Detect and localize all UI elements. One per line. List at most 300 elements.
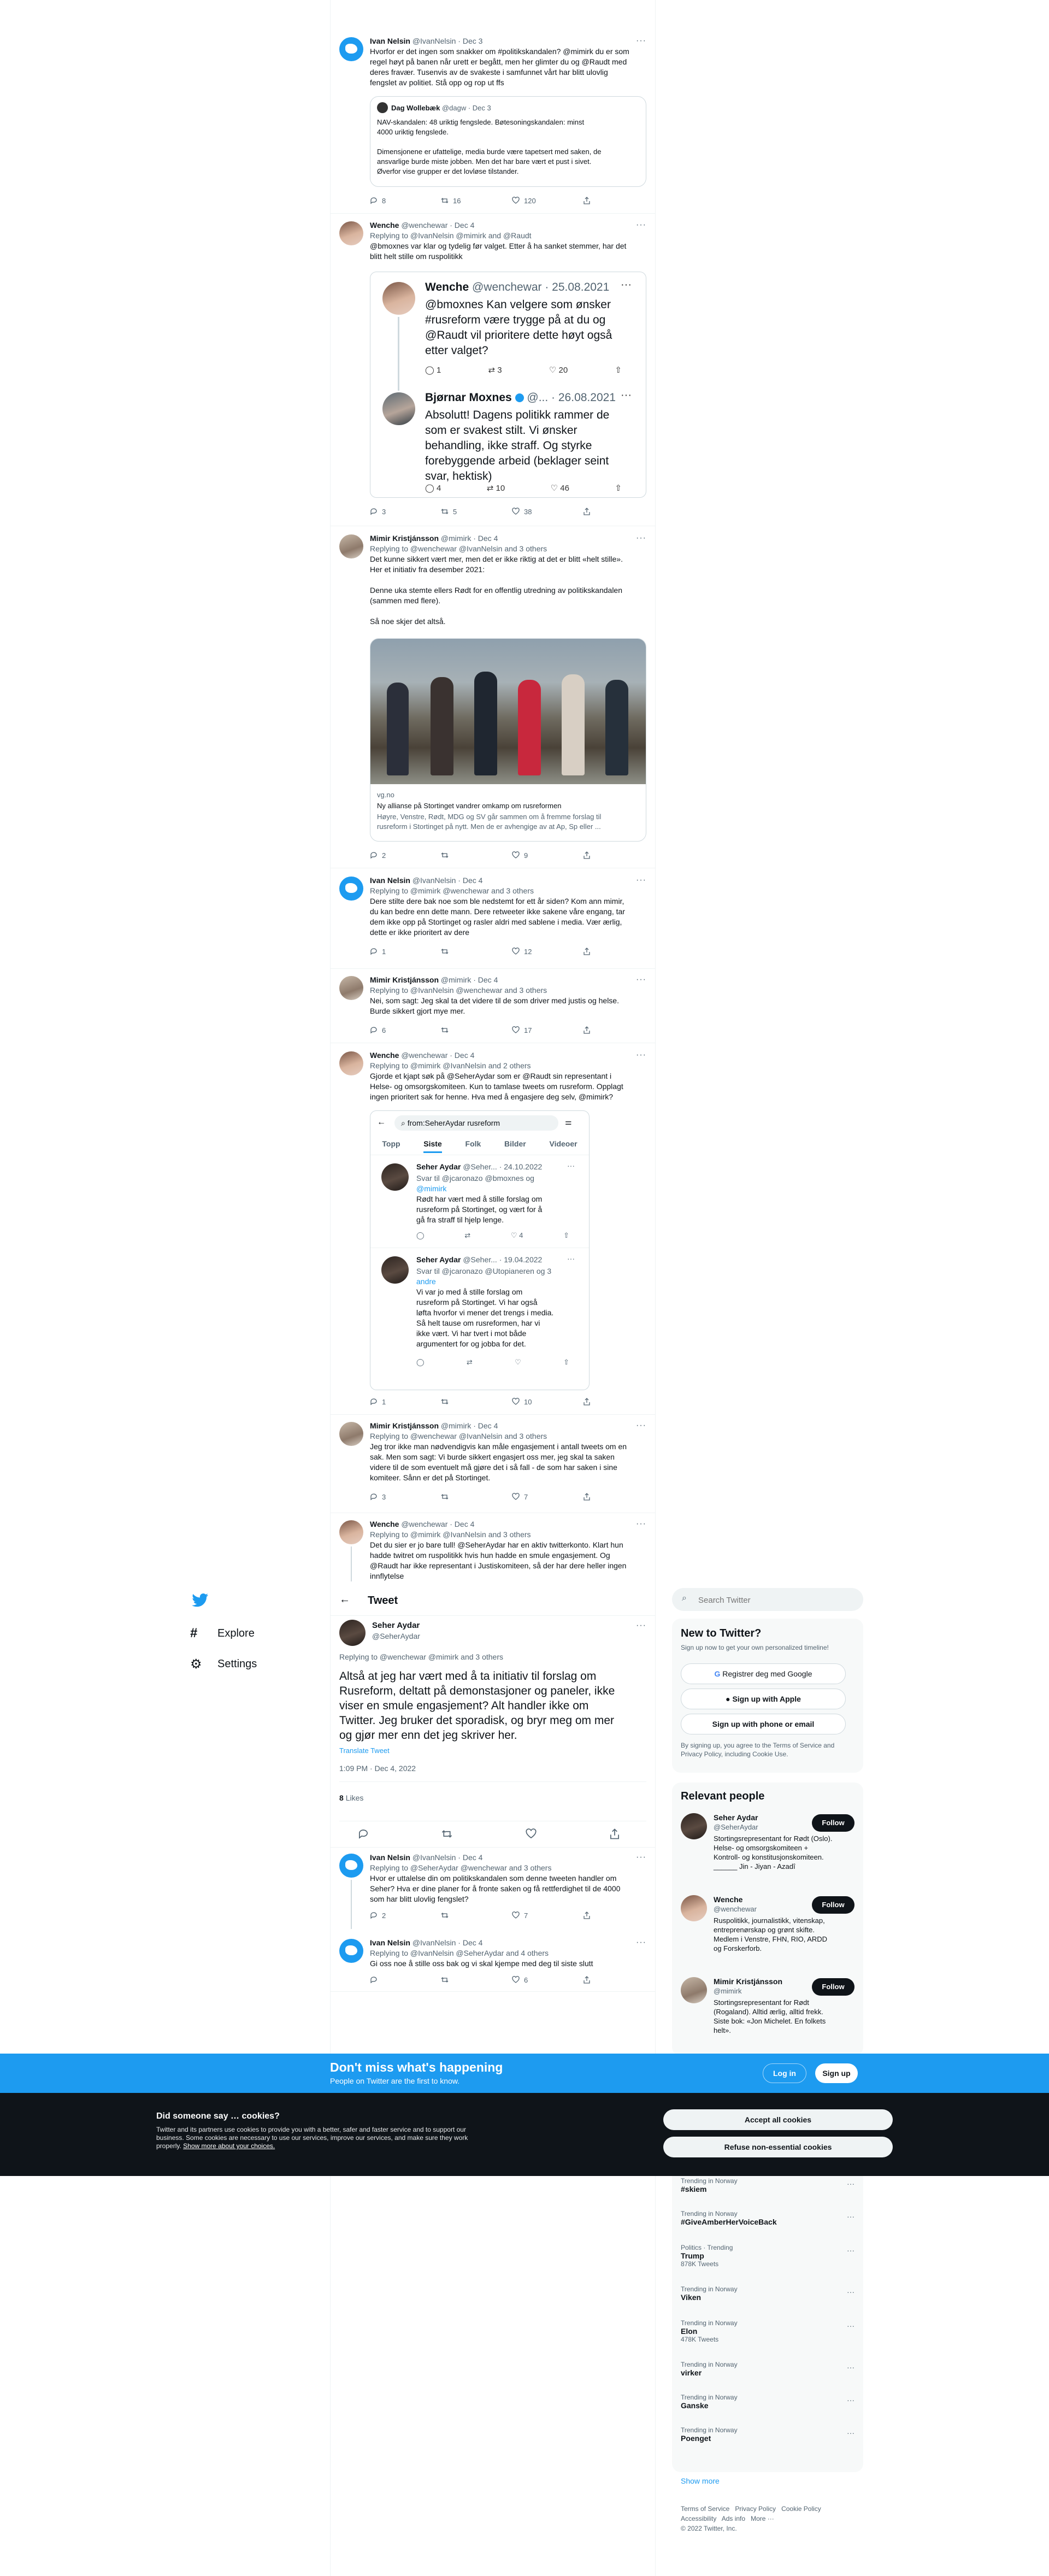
- tweet-date: · Dec 4: [473, 1421, 498, 1430]
- person-bio-line: Helse- og omsorgskomiteen +: [714, 1844, 809, 1852]
- retweet-button[interactable]: [441, 1912, 474, 1920]
- quoted-text-line: NAV-skandalen: 48 uriktig fengslede. Bøtesoningskandalen: minst: [377, 118, 585, 126]
- reply-icon[interactable]: [358, 1828, 369, 1839]
- timeline-column: [330, 0, 656, 2576]
- tweet-text-line: Dere stilte dere bak noe som ble nedstemt for ett år siden? Kom ann mimir,: [370, 897, 624, 905]
- result-reply-to: Svar til @jcaronazo @bmoxnes og: [416, 1174, 534, 1183]
- quoted-tweet[interactable]: [370, 96, 646, 187]
- person-handle: @wenchewar: [714, 1905, 757, 1913]
- author-name[interactable]: Mimir Kristjánsson: [370, 975, 439, 984]
- reply-button[interactable]: 1: [370, 948, 403, 956]
- trend-item[interactable]: [681, 2393, 854, 2419]
- trend-category: Trending in Norway: [681, 2177, 738, 2185]
- person-bio-line: Stortingsrepresentant for Rødt: [714, 1998, 809, 2007]
- focused-tweet-actions: [358, 1828, 620, 1839]
- translate-link[interactable]: Translate Tweet: [339, 1746, 390, 1755]
- search-icon: ⌕: [401, 1119, 408, 1127]
- tweet-text-line: sak. Men som sagt: Vi burde sikkert engasjert oss mer, jeg skal ta saken: [370, 1452, 615, 1461]
- author-handle: @wenchewar: [401, 1520, 448, 1528]
- quoted-text-line: ansvarlige burde miste jobben. Men det har bare vært et pust i sivet.: [377, 157, 592, 166]
- reply-button[interactable]: 6: [370, 1026, 403, 1034]
- author-name[interactable]: Ivan Nelsin: [370, 876, 410, 885]
- author-name[interactable]: Ivan Nelsin: [370, 1938, 410, 1947]
- gear-icon: ⚙: [190, 1656, 202, 1672]
- tweet-text-line: @Raudt har ikke representant i Justiskomiteen, så der har dere heller ingen: [370, 1561, 627, 1570]
- login-button[interactable]: Log in: [763, 2063, 806, 2083]
- trend-item[interactable]: [681, 2361, 854, 2386]
- likes-count[interactable]: 8 Likes: [339, 1793, 364, 1802]
- follow-button[interactable]: Follow: [812, 1896, 854, 1914]
- tweet-actions: [370, 1493, 616, 1501]
- tweet-actions: [370, 1976, 616, 1984]
- trend-count: 878K Tweets: [681, 2260, 719, 2268]
- tweet-text-line: dem ikke opp på Stortinget og rasler aldri med sablene i media. Vær ærlig,: [370, 918, 622, 926]
- embed-text-line: svar, hektisk): [425, 470, 492, 483]
- avatar[interactable]: [339, 1939, 363, 1963]
- result-text-line: ikke vært. Vi har tvert i mot både: [416, 1329, 527, 1338]
- tweet-text-line: fengslet av politiet. Stå opp og rop ut ffs: [370, 78, 504, 87]
- apple-signup-button[interactable]: ● Sign up with Apple: [681, 1689, 846, 1709]
- result-handle: @Seher... · 24.10.2022: [463, 1162, 543, 1171]
- google-signup-button[interactable]: G Registrer deg med Google: [681, 1663, 846, 1684]
- tweet-text-line: @bmoxnes var klar og tydelig før valget. Etter å ha sanket stemmer, har det: [370, 242, 627, 250]
- trend-category: Politics · Trending: [681, 2244, 733, 2251]
- search-icon: ⌕: [682, 1593, 687, 1603]
- tweet-text-line: Gjorde et kjapt søk på @SeherAydar som er @Raudt sin representant i: [370, 1072, 612, 1080]
- more-icon[interactable]: ···: [636, 220, 646, 230]
- show-more-link[interactable]: Show more: [681, 2477, 720, 2485]
- author-name[interactable]: Ivan Nelsin: [370, 1853, 410, 1862]
- embed-text-line: behandling, ikke straff. Og styrke: [425, 439, 592, 452]
- tweet-text-line: Burde sikkert gjort mye mer.: [370, 1007, 465, 1015]
- tweet-actions: [370, 1398, 616, 1406]
- search-tabs: [370, 1139, 589, 1153]
- signup-legal: By signing up, you agree to the Terms of Service and Privacy Policy, including Cookie Use.: [681, 1742, 835, 1758]
- more-icon: ···: [847, 2246, 854, 2255]
- tweet-timestamp[interactable]: 1:09 PM · Dec 4, 2022: [339, 1764, 416, 1773]
- avatar: [382, 282, 415, 315]
- person-bio-line: og Forskerforb.: [714, 1944, 762, 1952]
- tweet-actions: [370, 948, 616, 956]
- retweet-button[interactable]: [441, 851, 474, 860]
- reply-icon: ◯: [416, 1231, 425, 1239]
- like-icon: ♡: [550, 484, 561, 493]
- author-name[interactable]: Wenche: [370, 1520, 399, 1528]
- apple-icon: ●: [726, 1695, 733, 1703]
- more-icon[interactable]: ···: [636, 975, 646, 984]
- share-button[interactable]: [583, 1912, 616, 1920]
- avatar[interactable]: [339, 1620, 366, 1646]
- author-name[interactable]: Mimir Kristjánsson: [370, 534, 439, 543]
- avatar[interactable]: [681, 1813, 707, 1839]
- embed-handle: @... · 26.08.2021: [527, 391, 616, 404]
- twitter-logo-icon[interactable]: [190, 1590, 210, 1610]
- tweet-text-line: hadde twitret om ruspolitikk hvis hun hadde en smule engasjement. Og: [370, 1551, 610, 1560]
- person-bio-line: ______ Jin - Jiyan - Azadî: [714, 1862, 795, 1871]
- avatar[interactable]: [339, 1520, 363, 1544]
- person-bio-line: Ruspolitikk, journalistikk, vitenskap,: [714, 1916, 825, 1925]
- retweet-icon: ⇄: [466, 1358, 473, 1366]
- person-bio-line: Medlem i Venstre, FHN, RIO, ARDD: [714, 1935, 828, 1943]
- tweet[interactable]: [331, 216, 655, 525]
- embedded-search-screenshot[interactable]: [370, 1110, 590, 1390]
- author-name[interactable]: Wenche: [370, 221, 399, 230]
- trend-name: Viken: [681, 2293, 702, 2302]
- retweet-button[interactable]: [441, 1398, 474, 1406]
- like-button[interactable]: 17: [512, 1026, 545, 1034]
- like-button[interactable]: 9: [512, 851, 545, 860]
- focused-tweet[interactable]: [331, 1618, 655, 1801]
- tweet-text-line: videre til de som eventuelt må gjøre det i så fall - de som har saken i sine: [370, 1463, 617, 1472]
- share-icon[interactable]: [609, 1828, 620, 1839]
- trend-category: Trending in Norway: [681, 2361, 738, 2368]
- replying-to[interactable]: Replying to @wenchewar @mimirk and 3 others: [339, 1652, 503, 1661]
- retweet-icon: ⇄: [488, 366, 498, 375]
- tweet-date: · Dec 4: [473, 975, 498, 984]
- more-icon: ···: [621, 389, 632, 401]
- author-name[interactable]: Wenche: [370, 1051, 399, 1060]
- embed-author: Wenche: [425, 281, 469, 293]
- back-arrow-icon[interactable]: ←: [339, 1593, 350, 1605]
- tweet-actions: [370, 197, 616, 205]
- avatar: [381, 1256, 409, 1284]
- person-handle: @SeherAydar: [714, 1823, 758, 1831]
- result-text-line: rusreform på Stortinget. Vi har også: [416, 1298, 538, 1307]
- signup-banner: [0, 2054, 1049, 2093]
- reply-icon: ◯: [425, 366, 437, 375]
- footer-link-ads[interactable]: Ads info: [721, 2515, 746, 2522]
- more-icon[interactable]: ···: [636, 36, 646, 45]
- result-actions: ◯ ⇄ ♡ 4 ⇧: [416, 1231, 569, 1239]
- more-icon[interactable]: ···: [636, 875, 646, 885]
- link-card[interactable]: [370, 638, 646, 842]
- tweet-date: · Dec 4: [450, 1520, 475, 1528]
- embed-text-line: #rusreform være trygge på at du og: [425, 314, 606, 326]
- search-input[interactable]: [697, 1592, 852, 1608]
- share-icon: ⇧: [615, 484, 622, 493]
- result-text-line: gå fra straff til hjelp lenge.: [416, 1215, 504, 1224]
- like-icon: ♡: [510, 1231, 520, 1239]
- tweet-text-line: deres fravær. Tusenvis av de svakeste i samfunnet vårt har blitt ulovlig: [370, 68, 608, 77]
- reply-tweet[interactable]: [331, 1934, 655, 1989]
- cookie-consent-bar: [0, 2093, 1049, 2176]
- replying-to[interactable]: Replying to @mimirk @IvanNelsin and 2 others: [370, 1061, 531, 1070]
- reply-tweet[interactable]: [331, 1849, 655, 1926]
- replying-to[interactable]: Replying to @wenchewar @IvanNelsin and 3 others: [370, 544, 547, 553]
- tweet-text-line: innflytelse: [370, 1572, 404, 1580]
- avatar[interactable]: [339, 221, 363, 245]
- more-icon[interactable]: ···: [636, 1421, 646, 1430]
- replying-to[interactable]: Replying to @SeherAydar @wenchewar and 3 others: [370, 1863, 552, 1872]
- retweet-button[interactable]: [441, 948, 474, 956]
- share-button[interactable]: [583, 1026, 616, 1034]
- cookie-title: Did someone say … cookies?: [156, 2112, 280, 2121]
- tweet-text-line: Her et initiativ fra desember 2021:: [370, 565, 485, 574]
- result-author: Seher Aydar: [416, 1255, 461, 1264]
- accept-cookies-button[interactable]: Accept all cookies: [663, 2109, 893, 2130]
- retweet-button[interactable]: 16: [441, 197, 474, 205]
- share-button[interactable]: [583, 1493, 616, 1501]
- avatar[interactable]: [339, 1854, 363, 1878]
- verified-icon: [515, 393, 524, 402]
- search-box[interactable]: [672, 1588, 863, 1611]
- like-button[interactable]: 7: [512, 1912, 545, 1920]
- tweet-actions: [370, 508, 616, 516]
- tweet[interactable]: [331, 1515, 655, 1586]
- trend-name: virker: [681, 2368, 702, 2377]
- link-description: rusreform i Stortinget på nytt. Men de er avhengige av at Ap, Sp eller ...: [377, 822, 601, 831]
- trend-item[interactable]: [681, 2210, 854, 2235]
- trend-category: Trending in Norway: [681, 2426, 738, 2434]
- like-icon[interactable]: [526, 1828, 537, 1839]
- embed-text-line: Absolutt! Dagens politikk rammer de: [425, 409, 610, 421]
- author-handle: @wenchewar: [401, 1051, 448, 1060]
- footer-link-privacy[interactable]: Privacy Policy: [735, 2505, 776, 2513]
- tweet-date: · Dec 4: [458, 876, 483, 885]
- reply-icon: ◯: [425, 484, 437, 493]
- nav-explore[interactable]: # Explore: [190, 1626, 255, 1640]
- link-domain: vg.no: [377, 791, 394, 799]
- tweet-text-line: Hvor er uttalelse din om politikskandalen som denne tweeten handler om: [370, 1874, 617, 1883]
- footer-link-accessibility[interactable]: Accessibility: [681, 2515, 717, 2522]
- tweet-text-line: ingen prioritert sak for henne. Hva med å engasjere deg selv, @mimirk?: [370, 1092, 614, 1101]
- embed-handle: @wenchewar · 25.08.2021: [472, 281, 610, 293]
- avatar[interactable]: [339, 877, 363, 901]
- person-card[interactable]: [681, 1895, 856, 1966]
- thread-line: [398, 317, 399, 391]
- link-title: Ny allianse på Stortinget vandrer omkamp om rusreformen: [377, 802, 562, 810]
- reply-button[interactable]: 8: [370, 197, 403, 205]
- reply-button[interactable]: 3: [370, 508, 403, 516]
- avatar[interactable]: [339, 976, 363, 1000]
- footer-link-cookies[interactable]: Cookie Policy: [781, 2505, 821, 2513]
- retweet-button[interactable]: [441, 1026, 474, 1034]
- trend-item[interactable]: [681, 2244, 854, 2277]
- avatar[interactable]: [681, 1977, 707, 2003]
- more-icon[interactable]: ···: [636, 1621, 646, 1630]
- trend-item[interactable]: [681, 2319, 854, 2352]
- trend-count: 478K Tweets: [681, 2336, 719, 2343]
- tweet-date: · Dec 4: [458, 1938, 483, 1947]
- trend-name: Elon: [681, 2327, 698, 2336]
- embedded-image-thread[interactable]: [370, 272, 646, 498]
- refuse-cookies-button[interactable]: Refuse non-essential cookies: [663, 2137, 893, 2157]
- footer-link-terms[interactable]: Terms of Service: [681, 2505, 730, 2513]
- result-text-line: rusreform på Stortinget, og vært for å: [416, 1205, 543, 1214]
- retweet-button[interactable]: [441, 1976, 474, 1984]
- filter-icon: ⚌: [565, 1118, 572, 1126]
- retweet-button[interactable]: [441, 1493, 474, 1501]
- replying-to[interactable]: Replying to @IvanNelsin @SeherAydar and 4 others: [370, 1949, 549, 1957]
- person-card[interactable]: [681, 1813, 856, 1884]
- tweet-text-line: Jeg tror ikke man nødvendigvis kan måle engasjement i antall tweets om en: [370, 1442, 627, 1451]
- avatar[interactable]: [339, 1422, 363, 1446]
- tweet-text-line: du kan bedre enn dette mann. Dere retweeter ikke sakene våre engang, tar: [370, 907, 625, 916]
- replying-to[interactable]: Replying to @mimirk @wenchewar and 3 others: [370, 886, 534, 895]
- trend-item[interactable]: [681, 2177, 854, 2202]
- more-icon[interactable]: ···: [636, 1050, 646, 1060]
- more-icon[interactable]: ···: [636, 1519, 646, 1528]
- page-title: Tweet: [368, 1595, 398, 1607]
- trend-category: Trending in Norway: [681, 2319, 738, 2327]
- retweet-icon[interactable]: [441, 1828, 452, 1839]
- more-icon[interactable]: ···: [636, 1938, 646, 1947]
- like-button[interactable]: 38: [512, 508, 545, 516]
- more-icon: ···: [567, 1161, 575, 1170]
- tweet-text-line: blitt helt stille om ruspolitikk: [370, 252, 463, 261]
- trend-item[interactable]: [681, 2426, 854, 2451]
- more-icon[interactable]: ···: [636, 533, 646, 543]
- link-card-image: [370, 639, 646, 784]
- like-button[interactable]: 12: [512, 948, 545, 956]
- phone-signup-button[interactable]: Sign up with phone or email: [681, 1714, 846, 1734]
- tweet-text-line: dette er ikke prioritert av dere: [370, 928, 470, 937]
- person-bio-line: helt».: [714, 2026, 731, 2034]
- like-button[interactable]: 6: [512, 1976, 545, 1984]
- tweet[interactable]: [331, 871, 655, 964]
- trend-name: #GiveAmberHerVoiceBack: [681, 2218, 777, 2226]
- tweet-text-line: Helse- og omsorgskomiteen. Kun to tamlase tweets om rusreform. Opplagt: [370, 1082, 623, 1091]
- reply-button[interactable]: 3: [370, 1493, 403, 1501]
- panel-title: New to Twitter?: [681, 1627, 762, 1639]
- tweet-text-line: Det kunne sikkert vært mer, men det er ikke riktig at det er blitt «helt stille».: [370, 555, 623, 563]
- tweet-date: · Dec 4: [458, 1853, 483, 1862]
- like-button[interactable]: 10: [512, 1398, 545, 1406]
- embed-actions: ◯ 4 ⇄ 10 ♡ 46 ⇧: [425, 484, 622, 493]
- avatar: [382, 392, 415, 425]
- avatar[interactable]: [339, 1051, 363, 1075]
- retweet-icon: ⇄: [486, 484, 496, 493]
- embed-text-line: @bmoxnes Kan velgere som ønsker: [425, 298, 611, 311]
- person-name[interactable]: Seher Aydar: [714, 1813, 758, 1822]
- trend-category: Trending in Norway: [681, 2210, 738, 2218]
- share-button[interactable]: [583, 1976, 616, 1984]
- person-name[interactable]: Wenche: [714, 1895, 743, 1904]
- follow-button[interactable]: Follow: [812, 1814, 854, 1832]
- person-bio-line: Stortingsrepresentant for Rødt (Oslo).: [714, 1834, 833, 1843]
- tweet-text-line: som har blitt ulovlig fengslet?: [370, 1895, 469, 1903]
- tweet-text-line: Hvorfor er det ingen som snakker om #politikskandalen? @mimirk du er som: [370, 47, 629, 56]
- more-icon[interactable]: ···: [636, 1852, 646, 1862]
- avatar[interactable]: [681, 1895, 707, 1921]
- search-query: ⌕ from:SeherAydar rusreform: [394, 1115, 558, 1131]
- link-description: Høyre, Venstre, Rødt, MDG og SV går sammen om å fremme forslag til: [377, 813, 602, 821]
- tweet[interactable]: [331, 1046, 655, 1407]
- quoted-handle: @dagw · Dec 3: [441, 104, 491, 112]
- replying-to[interactable]: Replying to @IvanNelsin @wenchewar and 3 others: [370, 986, 547, 995]
- quoted-text-line: 4000 uriktig fengslede.: [377, 128, 449, 136]
- person-card[interactable]: [681, 1977, 856, 2048]
- tweet[interactable]: [331, 529, 655, 862]
- tweet[interactable]: [331, 971, 655, 1036]
- like-icon: ♡: [515, 1358, 521, 1366]
- retweet-button[interactable]: 5: [441, 508, 474, 516]
- nav-settings[interactable]: ⚙ Settings: [190, 1656, 257, 1672]
- tweet[interactable]: [331, 1416, 655, 1507]
- share-icon: ⇧: [563, 1358, 569, 1366]
- panel-title: Relevant people: [681, 1790, 765, 1802]
- thread-line: [351, 1880, 352, 1929]
- trend-item[interactable]: [681, 2285, 854, 2310]
- share-button[interactable]: [583, 948, 616, 956]
- quoted-author: Dag Wollebæk: [391, 104, 440, 112]
- reply-button[interactable]: 2: [370, 1912, 403, 1920]
- trend-category: Trending in Norway: [681, 2285, 738, 2293]
- trend-name: Trump: [681, 2251, 704, 2260]
- replying-to[interactable]: Replying to @IvanNelsin @mimirk and @Raudt: [370, 231, 532, 240]
- google-icon: G: [714, 1669, 723, 1678]
- tweet[interactable]: [331, 32, 655, 212]
- copyright: © 2022 Twitter, Inc.: [681, 2525, 737, 2532]
- replying-to[interactable]: Replying to @wenchewar @IvanNelsin and 3 others: [370, 1432, 547, 1440]
- new-to-twitter-panel: [672, 1619, 863, 1773]
- like-button[interactable]: 120: [512, 197, 545, 205]
- embed-author: Bjørnar Moxnes: [425, 391, 512, 404]
- share-button[interactable]: [583, 851, 616, 860]
- footer-links: [681, 2504, 861, 2533]
- author-handle: @IvanNelsin: [412, 37, 456, 45]
- author-name[interactable]: Mimir Kristjánsson: [370, 1421, 439, 1430]
- person-name[interactable]: Mimir Kristjánsson: [714, 1977, 783, 1986]
- avatar: [377, 102, 388, 113]
- reply-button[interactable]: [370, 1976, 403, 1984]
- more-icon: ···: [847, 2212, 854, 2221]
- footer-link-more[interactable]: More ···: [751, 2515, 774, 2522]
- replying-to[interactable]: Replying to @mimirk @IvanNelsin and 3 others: [370, 1530, 531, 1539]
- author-name[interactable]: Ivan Nelsin: [370, 37, 410, 45]
- tweet-text-line: Gi oss noe å stille oss bak og vi skal kjempe med deg til siste slutt: [370, 1959, 593, 1968]
- like-icon: ♡: [549, 366, 559, 375]
- tweet-text-line: Så noe skjer det altså.: [370, 617, 446, 626]
- result-handle: @Seher... · 19.04.2022: [463, 1255, 543, 1264]
- share-button[interactable]: [583, 1398, 616, 1406]
- result-text-line: Vi var jo med å stille forslag om: [416, 1287, 523, 1296]
- embed-text-line: forebyggende arbeid (beklager seint: [425, 455, 609, 467]
- panel-subtitle: Sign up now to get your own personalized timeline!: [681, 1644, 829, 1651]
- reply-icon: ◯: [416, 1358, 425, 1366]
- tweet-date: · Dec 3: [458, 37, 483, 45]
- result-reply-to: Svar til @jcaronazo @Utopianeren og 3: [416, 1267, 552, 1275]
- thread-line: [351, 1546, 352, 1581]
- author-handle: @mimirk: [440, 975, 472, 984]
- reply-button[interactable]: 1: [370, 1398, 403, 1406]
- author-name[interactable]: Seher Aydar: [372, 1621, 420, 1630]
- person-handle: @mimirk: [714, 1987, 742, 1995]
- reply-button[interactable]: 2: [370, 851, 403, 860]
- tab-topp: Topp: [382, 1139, 400, 1148]
- like-button[interactable]: 7: [512, 1493, 545, 1501]
- banner-title: Don't miss what's happening: [330, 2060, 503, 2074]
- result-reply-to: @mimirk: [416, 1184, 447, 1193]
- author-handle: @IvanNelsin: [412, 1938, 456, 1947]
- author-handle: @IvanNelsin: [412, 876, 456, 885]
- avatar[interactable]: [339, 37, 363, 61]
- share-button[interactable]: [583, 508, 616, 516]
- trend-name: #skiem: [681, 2185, 707, 2193]
- tweet-actions: [370, 1912, 616, 1920]
- tab-folk: Folk: [465, 1139, 481, 1148]
- hashtag-icon: #: [190, 1626, 198, 1640]
- tweet-date: · Dec 4: [450, 221, 475, 230]
- more-icon: ···: [847, 2396, 854, 2404]
- signup-button[interactable]: Sign up: [815, 2063, 858, 2083]
- cookie-more-link[interactable]: Show more about your choices.: [183, 2142, 275, 2150]
- follow-button[interactable]: Follow: [812, 1978, 854, 1996]
- avatar[interactable]: [339, 534, 363, 558]
- more-icon: ···: [847, 2363, 854, 2372]
- retweet-icon: ⇄: [464, 1231, 471, 1239]
- share-button[interactable]: [583, 197, 616, 205]
